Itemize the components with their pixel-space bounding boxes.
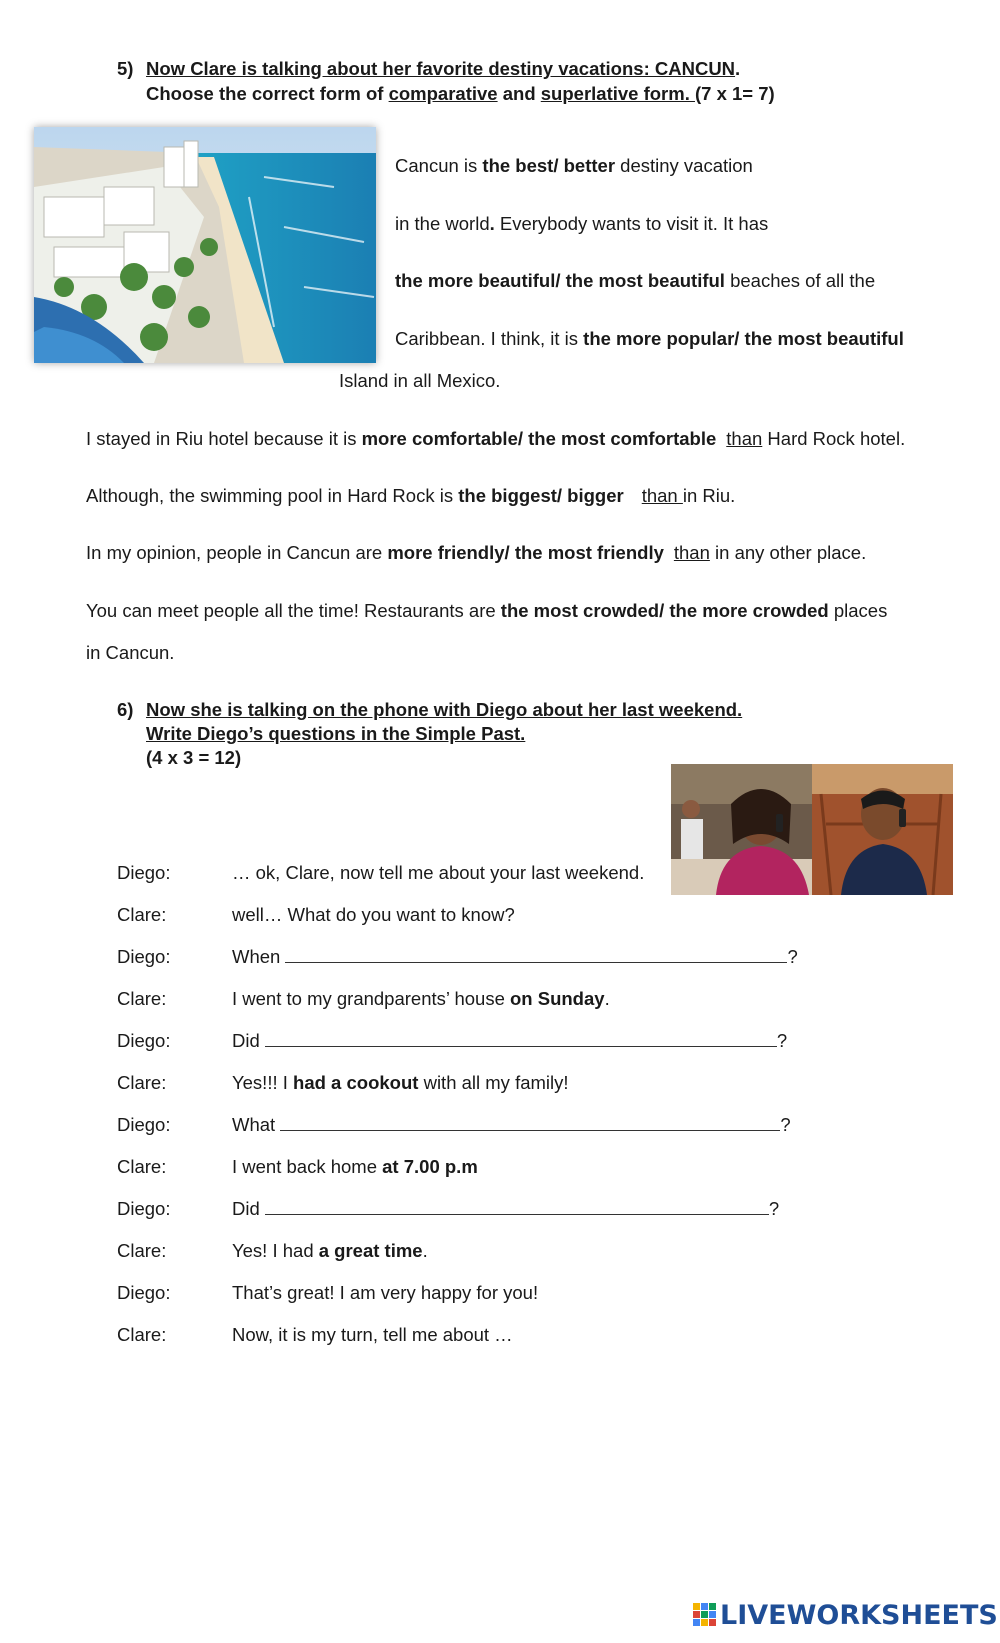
dialog-highlight: at 7.00 p.m [382,1156,478,1177]
q5-text: Caribbean. I think, it is [395,328,584,349]
answer-blank-1[interactable] [285,948,787,963]
instr-text: Choose the correct form of [146,83,389,104]
liveworksheets-logo-text: LIVEWORKSHEETS [720,1599,998,1631]
question-suffix: ? [787,946,798,967]
question-suffix: ? [768,1198,780,1219]
question-6-score: (4 x 3 = 12) [146,747,242,768]
liveworksheets-logo [693,1597,998,1633]
dialog-highlight: had a cookout [293,1072,419,1093]
dialog-question-3 [232,1114,791,1136]
dialog-speaker: Diego: [117,1198,171,1219]
q5-para-line-5: Island in all Mexico. [339,370,501,391]
dialog-line: That’s great! I am very happy for you! [232,1282,539,1303]
phone-call-illustration [671,764,953,895]
dialog-text: Yes!!! I [232,1072,294,1093]
q5-text: beaches of all the [724,270,876,291]
question-5-instructions [146,83,775,105]
question-6-number: 6) [117,699,134,720]
question-6-title-2: Write Diego’s questions in the Simple Past. [146,723,526,744]
dialog-speaker: Clare: [117,1072,167,1093]
q5-para-line-8 [86,542,866,564]
q5-than: than [641,485,683,506]
q5-text: Hard Rock hotel. [762,428,906,449]
dialog-speaker: Diego: [117,1282,171,1303]
question-suffix: ? [780,1114,791,1135]
dialog-text: I went back home [232,1156,383,1177]
dialog-highlight: on Sunday [510,988,605,1009]
dialog-line [232,988,610,1010]
q5-text: . [489,213,495,234]
dialog-text: . [604,988,610,1009]
dialog-speaker: Clare: [117,1156,167,1177]
dialog-speaker: Diego: [117,1114,171,1135]
dialog-line: … ok, Clare, now tell me about your last weekend. [232,862,645,883]
dialog-speaker: Diego: [117,946,171,967]
q5-choice-2[interactable]: the more beautiful/ the most beautiful [395,270,725,291]
question-5-title [146,58,740,80]
dialog-question-4 [232,1198,779,1220]
question-prefix: What [232,1114,281,1135]
dialog-text: . [422,1240,428,1261]
question-5-title-end: . [735,58,741,79]
dialog-speaker: Clare: [117,988,167,1009]
dialog-text: Yes! I had [232,1240,319,1261]
instr-comparative: comparative [388,83,498,104]
cancun-beach-illustration [34,127,376,363]
question-6-title-1: Now she is talking on the phone with Diego about her last weekend. [146,699,743,720]
q5-text: destiny vacation [615,155,753,176]
q5-para-line-9 [86,600,887,622]
instr-superlative: superlative form. [540,83,695,104]
q5-para-line-10: in Cancun. [86,642,175,663]
dialog-highlight: a great time [318,1240,423,1261]
question-prefix: When [232,946,286,967]
q5-text: You can meet people all the time! Restaurants are [86,600,501,621]
q5-text: In my opinion, people in Cancun are [86,542,388,563]
q5-text: I stayed in Riu hotel because it is [86,428,362,449]
dialog-speaker: Clare: [117,904,167,925]
q5-choice-4[interactable]: more comfortable/ the most comfortable [361,428,717,449]
question-prefix: Did [232,1030,265,1051]
q5-text: in the world [395,213,490,234]
question-5-title-text: Now Clare is talking about her favorite destiny vacations: CANCUN [146,58,736,79]
dialog-line [232,1240,428,1262]
answer-blank-3[interactable] [280,1116,780,1131]
question-prefix: Did [232,1198,265,1219]
dialog-question-2 [232,1030,787,1052]
dialog-question-1 [232,946,798,968]
q5-text: Everybody wants to visit it. It has [494,213,769,234]
dialog-speaker: Clare: [117,1324,167,1345]
q5-choice-1[interactable]: the best/ better [482,155,616,176]
instr-score: (7 x 1= 7) [694,83,775,104]
q5-para-line-2 [395,213,768,235]
dialog-line: well… What do you want to know? [232,904,515,925]
dialog-speaker: Diego: [117,862,171,883]
q5-para-line-6 [86,428,905,450]
q5-choice-6[interactable]: more friendly/ the most friendly [387,542,664,563]
phone-call-photo [671,764,953,895]
q5-para-line-3 [395,270,875,292]
q5-text: Cancun is [395,155,483,176]
dialog-line [232,1156,478,1178]
answer-blank-2[interactable] [265,1032,777,1047]
cancun-beach-photo [34,127,376,363]
q5-than: than [673,542,710,563]
q5-choice-5[interactable]: the biggest/ bigger [458,485,624,506]
dialog-speaker: Clare: [117,1240,167,1261]
q5-para-line-4 [395,328,904,350]
q5-para-line-1 [395,155,753,177]
q5-than: than [726,428,763,449]
liveworksheets-logo-icon [693,1603,717,1627]
q5-text: Although, the swimming pool in Hard Rock is [86,485,459,506]
dialog-line [232,1072,569,1094]
dialog-text: with all my family! [418,1072,569,1093]
dialog-line: Now, it is my turn, tell me about … [232,1324,513,1345]
question-5-number: 5) [117,58,134,79]
q5-choice-7[interactable]: the most crowded/ the more crowded [500,600,829,621]
dialog-text: I went to my grandparents’ house [232,988,510,1009]
q5-text: in Riu. [682,485,736,506]
q5-text: places [828,600,888,621]
q5-choice-3[interactable]: the more popular/ the most beautiful [583,328,904,349]
question-suffix: ? [776,1030,788,1051]
dialog-speaker: Diego: [117,1030,171,1051]
answer-blank-4[interactable] [265,1200,769,1215]
instr-and: and [497,83,541,104]
q5-text: in any other place. [709,542,867,563]
q5-para-line-7 [86,485,735,507]
